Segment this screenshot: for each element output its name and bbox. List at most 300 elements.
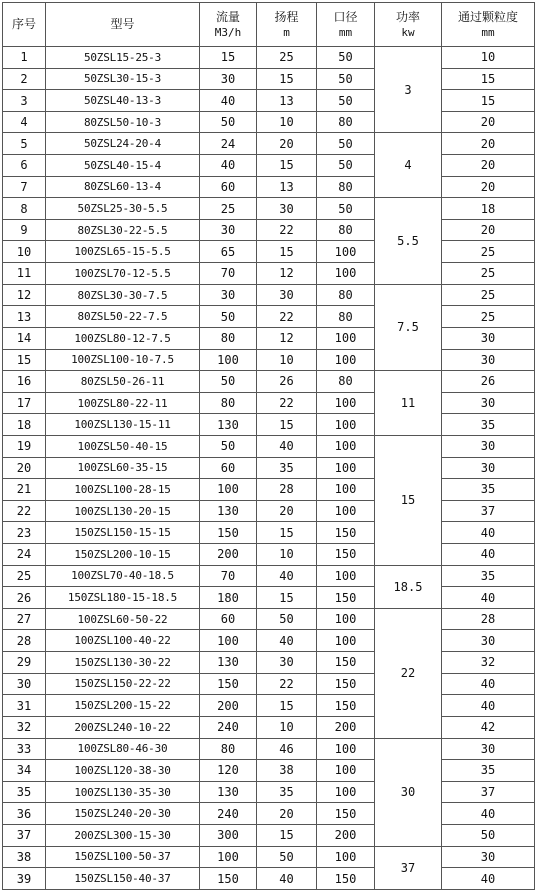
- header-no-label: 序号: [11, 17, 36, 31]
- cell-power: 37: [375, 846, 442, 889]
- cell-head: 10: [257, 111, 317, 133]
- cell-bore: 100: [317, 630, 375, 652]
- cell-power: 3: [375, 47, 442, 133]
- cell-no: 7: [3, 176, 46, 198]
- table-row: [3, 565, 535, 587]
- cell-flow: 240: [200, 803, 257, 825]
- cell-particle: 37: [442, 500, 535, 522]
- cell-no: 25: [3, 565, 46, 587]
- cell-head: 30: [257, 284, 317, 306]
- cell-no: 11: [3, 263, 46, 285]
- cell-flow: 100: [200, 630, 257, 652]
- cell-bore: 150: [317, 868, 375, 890]
- cell-no: 31: [3, 695, 46, 717]
- cell-head: 15: [257, 155, 317, 177]
- cell-head: 40: [257, 630, 317, 652]
- cell-bore: 80: [317, 111, 375, 133]
- cell-model: 100ZSL65-15-5.5: [46, 241, 200, 263]
- cell-no: 28: [3, 630, 46, 652]
- header-power: [375, 3, 442, 47]
- cell-head: 10: [257, 349, 317, 371]
- cell-particle: 40: [442, 544, 535, 566]
- cell-no: 27: [3, 608, 46, 630]
- cell-no: 1: [3, 47, 46, 69]
- cell-flow: 60: [200, 608, 257, 630]
- cell-model: 100ZSL130-35-30: [46, 781, 200, 803]
- cell-model: 100ZSL70-40-18.5: [46, 565, 200, 587]
- cell-flow: 130: [200, 500, 257, 522]
- cell-head: 15: [257, 414, 317, 436]
- header-head-unit: m: [283, 25, 290, 39]
- cell-bore: 50: [317, 68, 375, 90]
- cell-particle: 28: [442, 608, 535, 630]
- cell-head: 20: [257, 133, 317, 155]
- cell-model: 100ZSL60-35-15: [46, 457, 200, 479]
- cell-particle: 20: [442, 111, 535, 133]
- header-flow-unit: M3/h: [214, 25, 242, 39]
- cell-particle: 20: [442, 155, 535, 177]
- header-no: [3, 3, 46, 47]
- cell-flow: 30: [200, 68, 257, 90]
- cell-flow: 130: [200, 414, 257, 436]
- header-model-label: 型号: [110, 17, 135, 31]
- cell-head: 10: [257, 544, 317, 566]
- cell-no: 17: [3, 392, 46, 414]
- header-model: [46, 3, 200, 47]
- table-row: [3, 90, 535, 112]
- cell-bore: 100: [317, 760, 375, 782]
- cell-no: 29: [3, 652, 46, 674]
- table-row: [3, 824, 535, 846]
- cell-particle: 35: [442, 760, 535, 782]
- cell-head: 12: [257, 263, 317, 285]
- header-head-label: 扬程: [274, 9, 299, 24]
- cell-head: 50: [257, 846, 317, 868]
- table-row: [3, 176, 535, 198]
- cell-power: 30: [375, 738, 442, 846]
- cell-particle: 10: [442, 47, 535, 69]
- table-row: [3, 219, 535, 241]
- cell-flow: 40: [200, 90, 257, 112]
- cell-particle: 35: [442, 414, 535, 436]
- cell-particle: 35: [442, 479, 535, 501]
- cell-head: 22: [257, 306, 317, 328]
- cell-model: 100ZSL100-28-15: [46, 479, 200, 501]
- cell-bore: 150: [317, 587, 375, 609]
- cell-no: 5: [3, 133, 46, 155]
- cell-model: 100ZSL100-40-22: [46, 630, 200, 652]
- table-row: [3, 630, 535, 652]
- table-row: [3, 133, 535, 155]
- cell-no: 6: [3, 155, 46, 177]
- table-row: [3, 284, 535, 306]
- cell-flow: 15: [200, 47, 257, 69]
- cell-head: 40: [257, 435, 317, 457]
- cell-flow: 200: [200, 544, 257, 566]
- cell-no: 4: [3, 111, 46, 133]
- table-row: [3, 738, 535, 760]
- cell-particle: 25: [442, 306, 535, 328]
- cell-flow: 120: [200, 760, 257, 782]
- cell-flow: 50: [200, 306, 257, 328]
- cell-no: 3: [3, 90, 46, 112]
- table-row: [3, 349, 535, 371]
- table-row: [3, 414, 535, 436]
- cell-bore: 100: [317, 241, 375, 263]
- cell-flow: 300: [200, 824, 257, 846]
- cell-particle: 20: [442, 176, 535, 198]
- cell-bore: 100: [317, 263, 375, 285]
- cell-head: 30: [257, 652, 317, 674]
- cell-model: 150ZSL180-15-18.5: [46, 587, 200, 609]
- cell-flow: 65: [200, 241, 257, 263]
- cell-flow: 150: [200, 868, 257, 890]
- table-row: [3, 846, 535, 868]
- cell-head: 30: [257, 198, 317, 220]
- cell-flow: 180: [200, 587, 257, 609]
- cell-bore: 100: [317, 738, 375, 760]
- cell-flow: 40: [200, 155, 257, 177]
- cell-bore: 80: [317, 371, 375, 393]
- cell-particle: 30: [442, 392, 535, 414]
- cell-bore: 100: [317, 349, 375, 371]
- cell-power: 7.5: [375, 284, 442, 370]
- cell-model: 150ZSL100-50-37: [46, 846, 200, 868]
- table-row: [3, 68, 535, 90]
- cell-particle: 20: [442, 219, 535, 241]
- cell-particle: 18: [442, 198, 535, 220]
- cell-model: 100ZSL80-22-11: [46, 392, 200, 414]
- cell-power: 5.5: [375, 198, 442, 284]
- table-body: [3, 47, 535, 890]
- cell-head: 40: [257, 868, 317, 890]
- cell-model: 50ZSL30-15-3: [46, 68, 200, 90]
- cell-head: 15: [257, 522, 317, 544]
- cell-power: 11: [375, 371, 442, 436]
- cell-model: 150ZSL240-20-30: [46, 803, 200, 825]
- table-row: [3, 155, 535, 177]
- cell-model: 100ZSL70-12-5.5: [46, 263, 200, 285]
- cell-model: 100ZSL80-46-30: [46, 738, 200, 760]
- cell-flow: 60: [200, 176, 257, 198]
- table-row: [3, 457, 535, 479]
- cell-particle: 32: [442, 652, 535, 674]
- cell-head: 13: [257, 90, 317, 112]
- cell-head: 15: [257, 241, 317, 263]
- cell-model: 50ZSL40-13-3: [46, 90, 200, 112]
- table-row: [3, 608, 535, 630]
- cell-flow: 70: [200, 565, 257, 587]
- cell-model: 150ZSL200-10-15: [46, 544, 200, 566]
- table-row: [3, 371, 535, 393]
- cell-particle: 25: [442, 263, 535, 285]
- table-row: [3, 652, 535, 674]
- pump-spec-table: [2, 2, 535, 890]
- cell-model: 100ZSL60-50-22: [46, 608, 200, 630]
- cell-model: 50ZSL15-25-3: [46, 47, 200, 69]
- cell-head: 35: [257, 781, 317, 803]
- cell-model: 100ZSL50-40-15: [46, 435, 200, 457]
- cell-model: 100ZSL80-12-7.5: [46, 327, 200, 349]
- cell-no: 16: [3, 371, 46, 393]
- cell-model: 150ZSL150-22-22: [46, 673, 200, 695]
- cell-no: 19: [3, 435, 46, 457]
- cell-model: 100ZSL100-10-7.5: [46, 349, 200, 371]
- table-row: [3, 198, 535, 220]
- cell-particle: 15: [442, 90, 535, 112]
- cell-head: 46: [257, 738, 317, 760]
- cell-no: 24: [3, 544, 46, 566]
- header-flow: [200, 3, 257, 47]
- table-row: [3, 781, 535, 803]
- cell-no: 13: [3, 306, 46, 328]
- cell-bore: 50: [317, 47, 375, 69]
- cell-bore: 150: [317, 522, 375, 544]
- cell-model: 80ZSL30-30-7.5: [46, 284, 200, 306]
- cell-no: 21: [3, 479, 46, 501]
- cell-particle: 40: [442, 868, 535, 890]
- cell-bore: 50: [317, 133, 375, 155]
- cell-flow: 100: [200, 479, 257, 501]
- cell-head: 50: [257, 608, 317, 630]
- header-flow-label: 流量: [215, 9, 240, 24]
- cell-bore: 50: [317, 90, 375, 112]
- cell-head: 22: [257, 392, 317, 414]
- cell-particle: 20: [442, 133, 535, 155]
- table-row: [3, 327, 535, 349]
- table-row: [3, 673, 535, 695]
- cell-model: 200ZSL240-10-22: [46, 716, 200, 738]
- table-row: [3, 544, 535, 566]
- cell-model: 80ZSL60-13-4: [46, 176, 200, 198]
- cell-power: 18.5: [375, 565, 442, 608]
- cell-no: 15: [3, 349, 46, 371]
- cell-no: 35: [3, 781, 46, 803]
- cell-model: 100ZSL120-38-30: [46, 760, 200, 782]
- cell-model: 150ZSL130-30-22: [46, 652, 200, 674]
- cell-head: 26: [257, 371, 317, 393]
- cell-power: 4: [375, 133, 442, 198]
- cell-particle: 25: [442, 284, 535, 306]
- cell-no: 14: [3, 327, 46, 349]
- cell-flow: 130: [200, 652, 257, 674]
- cell-flow: 50: [200, 435, 257, 457]
- cell-particle: 35: [442, 565, 535, 587]
- cell-model: 50ZSL24-20-4: [46, 133, 200, 155]
- table-row: [3, 803, 535, 825]
- cell-head: 20: [257, 500, 317, 522]
- table-row: [3, 306, 535, 328]
- cell-bore: 100: [317, 781, 375, 803]
- cell-no: 34: [3, 760, 46, 782]
- table-row: [3, 716, 535, 738]
- table-row: [3, 263, 535, 285]
- cell-flow: 150: [200, 673, 257, 695]
- cell-particle: 30: [442, 457, 535, 479]
- cell-bore: 50: [317, 155, 375, 177]
- table-row: [3, 479, 535, 501]
- cell-head: 10: [257, 716, 317, 738]
- cell-head: 20: [257, 803, 317, 825]
- cell-particle: 42: [442, 716, 535, 738]
- cell-flow: 60: [200, 457, 257, 479]
- cell-bore: 200: [317, 716, 375, 738]
- cell-head: 22: [257, 219, 317, 241]
- cell-head: 28: [257, 479, 317, 501]
- cell-particle: 15: [442, 68, 535, 90]
- cell-bore: 100: [317, 327, 375, 349]
- cell-bore: 80: [317, 219, 375, 241]
- cell-no: 39: [3, 868, 46, 890]
- cell-bore: 150: [317, 544, 375, 566]
- cell-bore: 100: [317, 435, 375, 457]
- header-bore-label: 口径: [333, 9, 358, 24]
- table-row: [3, 500, 535, 522]
- cell-particle: 26: [442, 371, 535, 393]
- cell-no: 33: [3, 738, 46, 760]
- cell-model: 80ZSL50-26-11: [46, 371, 200, 393]
- cell-head: 22: [257, 673, 317, 695]
- cell-no: 10: [3, 241, 46, 263]
- cell-flow: 80: [200, 738, 257, 760]
- cell-flow: 150: [200, 522, 257, 544]
- cell-model: 80ZSL50-22-7.5: [46, 306, 200, 328]
- cell-head: 13: [257, 176, 317, 198]
- cell-bore: 100: [317, 414, 375, 436]
- cell-particle: 40: [442, 695, 535, 717]
- cell-flow: 80: [200, 327, 257, 349]
- cell-bore: 150: [317, 673, 375, 695]
- cell-model: 150ZSL150-40-37: [46, 868, 200, 890]
- cell-no: 2: [3, 68, 46, 90]
- table-row: [3, 47, 535, 69]
- cell-particle: 25: [442, 241, 535, 263]
- cell-particle: 40: [442, 803, 535, 825]
- cell-head: 15: [257, 695, 317, 717]
- cell-power: 15: [375, 435, 442, 565]
- cell-flow: 130: [200, 781, 257, 803]
- cell-model: 80ZSL30-22-5.5: [46, 219, 200, 241]
- header-particle-unit: mm: [481, 25, 495, 39]
- cell-particle: 37: [442, 781, 535, 803]
- cell-particle: 40: [442, 522, 535, 544]
- header-power-label: 功率: [395, 9, 420, 24]
- header-particle: [442, 3, 535, 47]
- table-row: [3, 522, 535, 544]
- cell-bore: 100: [317, 479, 375, 501]
- cell-particle: 40: [442, 673, 535, 695]
- cell-head: 35: [257, 457, 317, 479]
- cell-bore: 80: [317, 306, 375, 328]
- cell-particle: 30: [442, 327, 535, 349]
- cell-no: 20: [3, 457, 46, 479]
- cell-head: 25: [257, 47, 317, 69]
- cell-model: 50ZSL40-15-4: [46, 155, 200, 177]
- cell-flow: 25: [200, 198, 257, 220]
- cell-bore: 100: [317, 500, 375, 522]
- cell-flow: 70: [200, 263, 257, 285]
- cell-head: 38: [257, 760, 317, 782]
- cell-no: 26: [3, 587, 46, 609]
- cell-flow: 24: [200, 133, 257, 155]
- cell-particle: 30: [442, 630, 535, 652]
- cell-model: 100ZSL130-15-11: [46, 414, 200, 436]
- cell-no: 37: [3, 824, 46, 846]
- cell-bore: 100: [317, 608, 375, 630]
- cell-power: 22: [375, 608, 442, 738]
- cell-particle: 30: [442, 435, 535, 457]
- cell-particle: 40: [442, 587, 535, 609]
- header-head: [257, 3, 317, 47]
- cell-flow: 50: [200, 371, 257, 393]
- cell-no: 22: [3, 500, 46, 522]
- header-bore-unit: mm: [338, 25, 353, 39]
- cell-flow: 100: [200, 846, 257, 868]
- cell-particle: 30: [442, 738, 535, 760]
- cell-particle: 50: [442, 824, 535, 846]
- table-row: [3, 695, 535, 717]
- cell-bore: 150: [317, 803, 375, 825]
- cell-flow: 30: [200, 284, 257, 306]
- cell-head: 15: [257, 68, 317, 90]
- header-row: [3, 3, 535, 47]
- cell-bore: 100: [317, 846, 375, 868]
- cell-bore: 80: [317, 284, 375, 306]
- cell-no: 18: [3, 414, 46, 436]
- cell-no: 8: [3, 198, 46, 220]
- cell-model: 150ZSL200-15-22: [46, 695, 200, 717]
- cell-flow: 50: [200, 111, 257, 133]
- cell-bore: 100: [317, 392, 375, 414]
- cell-no: 23: [3, 522, 46, 544]
- cell-no: 36: [3, 803, 46, 825]
- cell-flow: 80: [200, 392, 257, 414]
- table-row: [3, 111, 535, 133]
- cell-head: 40: [257, 565, 317, 587]
- cell-head: 15: [257, 824, 317, 846]
- cell-model: 150ZSL150-15-15: [46, 522, 200, 544]
- header-bore: [317, 3, 375, 47]
- cell-bore: 150: [317, 695, 375, 717]
- cell-no: 32: [3, 716, 46, 738]
- table-row: [3, 868, 535, 890]
- cell-bore: 100: [317, 457, 375, 479]
- table-row: [3, 760, 535, 782]
- cell-head: 15: [257, 587, 317, 609]
- cell-bore: 200: [317, 824, 375, 846]
- cell-flow: 30: [200, 219, 257, 241]
- header-particle-label: 通过颗粒度: [457, 9, 518, 24]
- cell-head: 12: [257, 327, 317, 349]
- cell-particle: 30: [442, 349, 535, 371]
- cell-model: 80ZSL50-10-3: [46, 111, 200, 133]
- cell-bore: 80: [317, 176, 375, 198]
- cell-no: 30: [3, 673, 46, 695]
- cell-no: 38: [3, 846, 46, 868]
- table-row: [3, 392, 535, 414]
- cell-particle: 30: [442, 846, 535, 868]
- table-row: [3, 587, 535, 609]
- cell-no: 12: [3, 284, 46, 306]
- table-row: [3, 435, 535, 457]
- cell-bore: 50: [317, 198, 375, 220]
- cell-bore: 100: [317, 565, 375, 587]
- cell-no: 9: [3, 219, 46, 241]
- cell-model: 200ZSL300-15-30: [46, 824, 200, 846]
- cell-flow: 240: [200, 716, 257, 738]
- cell-model: 50ZSL25-30-5.5: [46, 198, 200, 220]
- cell-flow: 200: [200, 695, 257, 717]
